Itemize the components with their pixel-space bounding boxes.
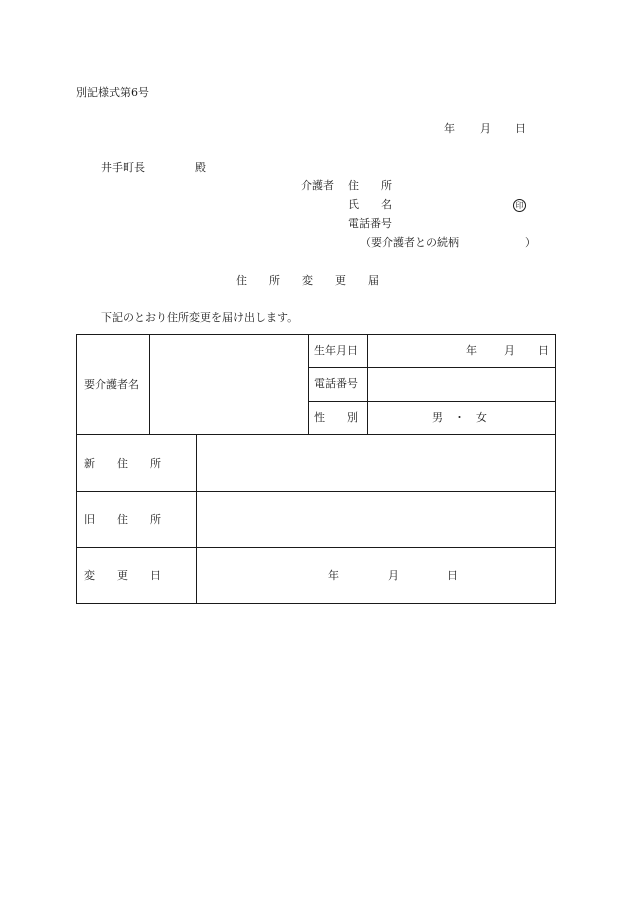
submission-date-month: 月 (480, 122, 491, 135)
change-date-label: 変 更 日 (84, 569, 161, 582)
submission-date-year: 年 (444, 122, 455, 135)
phone-label: 電話番号 (314, 377, 358, 390)
change-date-day-unit: 日 (447, 569, 458, 582)
old-address-field[interactable] (197, 492, 555, 547)
form-number: 別記様式第6号 (76, 86, 149, 99)
submission-date-day: 日 (515, 122, 526, 135)
caregiver-address-label: 住 所 (348, 179, 392, 192)
intro-text: 下記のとおり住所変更を届け出します。 (101, 311, 299, 324)
addressee-honorific: 殿 (195, 161, 206, 174)
sex-field[interactable] (368, 402, 555, 434)
old-address-label: 旧 住 所 (84, 513, 161, 526)
birthdate-day-unit: 日 (538, 344, 549, 357)
sex-options[interactable]: 男 ・ 女 (432, 411, 487, 424)
caregiver-relation-label: （要介護者との続柄 ） (360, 236, 536, 249)
birthdate-field[interactable] (368, 335, 555, 367)
phone-field[interactable] (368, 368, 555, 401)
addressee-name: 井手町長 (101, 161, 145, 174)
change-date-year-unit: 年 (328, 569, 339, 582)
birthdate-year-unit: 年 (466, 344, 477, 357)
birthdate-label: 生年月日 (314, 344, 358, 357)
caregiver-label: 介護者 (301, 179, 334, 192)
change-date-month-unit: 月 (388, 569, 399, 582)
change-form-table (76, 334, 556, 604)
change-date-field[interactable] (197, 548, 555, 603)
new-address-field[interactable] (197, 435, 555, 491)
document-title: 住 所 変 更 届 (236, 274, 379, 287)
birthdate-month-unit: 月 (504, 344, 515, 357)
care-recipient-name-field[interactable] (150, 335, 308, 434)
seal-icon: 印 (513, 199, 526, 212)
caregiver-phone-label: 電話番号 (348, 217, 392, 230)
caregiver-name-label: 氏 名 (348, 198, 392, 211)
care-recipient-name-label: 要介護者名 (84, 378, 139, 391)
new-address-label: 新 住 所 (84, 457, 161, 470)
sex-label: 性 別 (314, 411, 358, 424)
